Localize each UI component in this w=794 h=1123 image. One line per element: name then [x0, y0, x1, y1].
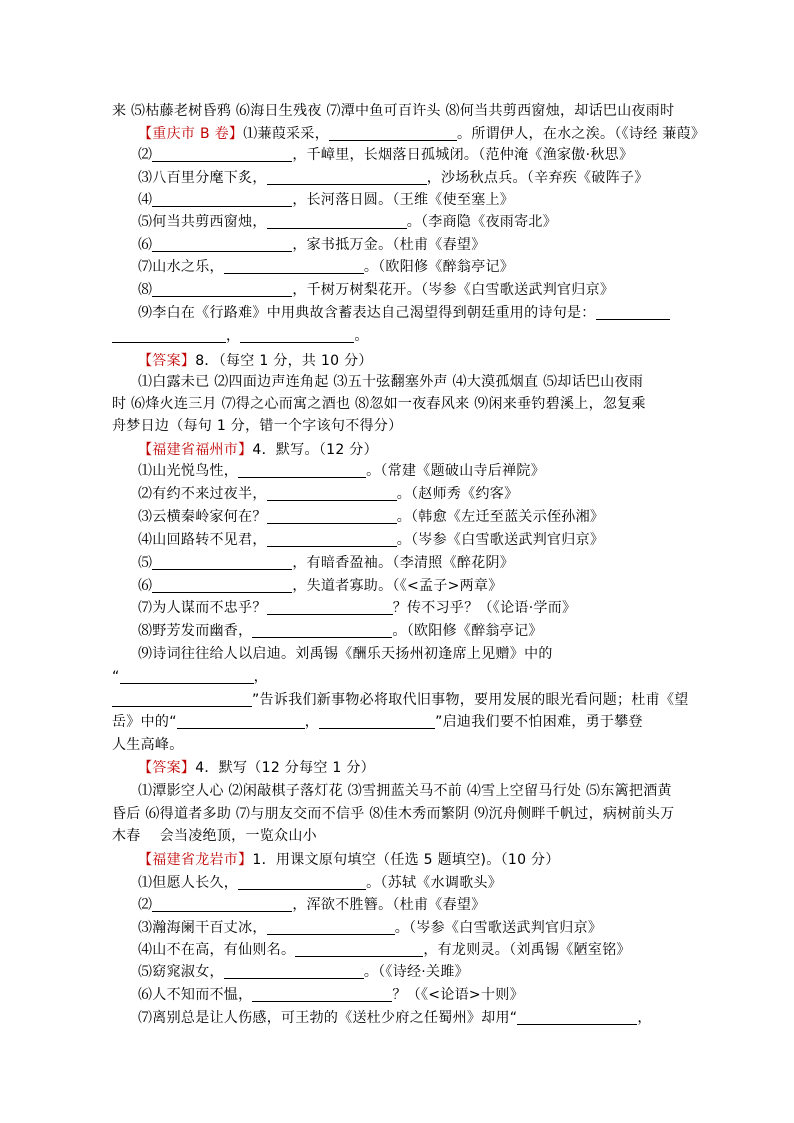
line-text: ，浑欲不胜簪。（杜甫《春望》	[292, 897, 486, 913]
line-text: ⑴白露未已 ⑵四面边声连角起 ⑶五十弦翻塞外声 ⑷大漠孤烟直 ⑸却话巴山夜雨	[138, 374, 644, 390]
text-line	[138, 850, 560, 870]
line-text: ，	[226, 328, 241, 344]
line-text: “	[112, 669, 120, 685]
line-text: 。（岑参《白雪歌送武判官归京》	[396, 532, 605, 548]
line-text: ⑺为人谋而不忠乎？	[138, 600, 267, 616]
text-line	[138, 168, 649, 188]
answer-blank[interactable]	[112, 692, 252, 707]
answer-blank[interactable]	[267, 214, 407, 229]
text-line	[138, 124, 705, 144]
text-line	[112, 326, 369, 346]
section-source-tag: 【答案】	[138, 760, 196, 776]
line-text: ⑵	[138, 147, 153, 163]
text-line	[138, 372, 643, 392]
text-line	[138, 212, 557, 232]
text-line	[138, 576, 503, 596]
line-text: 。（苏轼《水调歌头》	[366, 875, 503, 891]
line-text: 。（赵师秀《约客》	[396, 486, 519, 502]
line-text: ，	[253, 669, 268, 685]
line-text: 1．用课文原句填空（任选 5 题填空)。（10 分）	[252, 852, 560, 868]
text-line	[138, 781, 672, 801]
text-line	[112, 416, 402, 436]
line-text: 。（韩愈《左迁至蓝关示侄孙湘》	[396, 509, 605, 525]
answer-blank[interactable]	[517, 1010, 637, 1025]
line-text: 8．（每空 1 分，共 10 分）	[195, 353, 373, 369]
line-text: ，家书抵万金。（杜甫《春望》	[292, 237, 486, 253]
line-text: 。（李商隐《夜雨寄北》	[406, 214, 558, 230]
answer-blank[interactable]	[177, 714, 305, 729]
answer-blank[interactable]	[319, 714, 435, 729]
answer-blank[interactable]	[152, 282, 292, 297]
text-line	[138, 530, 604, 550]
line-text: ⑼李白在《行路难》中用典故含蓄表达自己渴望得到朝廷重用的诗句是：	[138, 305, 596, 321]
line-text: ⑶八百里分麾下炙，	[138, 170, 267, 186]
line-text: ⑶云横秦岭家何在？	[138, 509, 267, 525]
answer-blank[interactable]	[152, 147, 292, 162]
line-text: ⑸何当共剪西窗烛，	[138, 214, 267, 230]
answer-blank[interactable]	[240, 328, 354, 343]
text-line	[138, 758, 375, 778]
text-line	[138, 440, 378, 460]
line-text: ”启迪我们要不怕困难，勇于攀登	[435, 714, 643, 730]
line-text: ，失道者寡助。（《<孟子>两章》	[292, 578, 503, 594]
line-text: 。（欧阳修《醉翁亭记》	[392, 623, 543, 639]
line-text: ”告诉我们新事物必将取代旧事物，要用发展的眼光看问题；杜甫《望	[252, 692, 689, 708]
line-text: ⑹人不知而不愠，	[138, 987, 253, 1003]
text-line	[112, 735, 184, 755]
line-text: ⑸	[138, 555, 153, 571]
text-line	[112, 101, 674, 121]
line-text: ⑷	[138, 192, 153, 208]
text-line	[138, 895, 486, 915]
text-line	[138, 644, 553, 664]
text-line	[112, 804, 674, 824]
answer-blank[interactable]	[152, 237, 292, 252]
section-source-tag: 【重庆市 B 卷】	[138, 126, 244, 142]
text-line	[138, 280, 614, 300]
line-text: 。（欧阳修《醉翁亭记》	[363, 259, 515, 275]
text-line	[112, 712, 643, 732]
line-text: ⑶瀚海阑干百丈冰，	[138, 920, 267, 936]
line-text: ，有暗香盈袖。（李清照《醉花阴》	[292, 555, 515, 571]
text-line	[138, 351, 373, 371]
text-line	[138, 461, 545, 481]
answer-blank[interactable]	[224, 259, 364, 274]
text-line	[138, 918, 602, 938]
line-text: 来 ⑸枯藤老树昏鸦 ⑹海日生残夜 ⑺潭中鱼可百许头 ⑻何当共剪西窗烛，却话巴山夜雨时	[112, 103, 675, 119]
line-text: ⑵有约不来过夜半，	[138, 486, 267, 502]
line-text: ⑹	[138, 578, 153, 594]
line-text: 昏后 ⑹得道者多助 ⑺与朋友交而不信乎 ⑻佳木秀而繁阴 ⑼沉舟侧畔千帆过，病树前头万	[112, 806, 675, 822]
line-text: 舟梦日边（每句 1 分，错一个字该句不得分）	[112, 418, 403, 434]
section-source-tag: 【福建省龙岩市】	[138, 852, 253, 868]
answer-blank[interactable]	[267, 509, 397, 524]
text-line	[138, 940, 631, 960]
line-text: ⑻	[138, 282, 153, 298]
line-text: ⑺离别总是让人伤感，可王勃的《送杜少府之任蜀州》却用“	[138, 1010, 518, 1026]
line-text: 。（岑参《白雪歌送武判官归京》	[394, 920, 603, 936]
answer-blank[interactable]	[267, 170, 427, 185]
answer-blank[interactable]	[252, 623, 392, 638]
line-text: 。（常建《题破山寺后禅院》	[366, 463, 546, 479]
answer-blank[interactable]	[152, 578, 292, 593]
line-text: ⑺山水之乐，	[138, 259, 224, 275]
answer-blank[interactable]	[252, 987, 392, 1002]
text-line	[138, 962, 469, 982]
line-text: 。（《诗经·关雎》	[363, 964, 469, 980]
line-text: 木春 会当凌绝顶，一览众山小	[112, 828, 317, 844]
text-line	[138, 257, 514, 277]
answer-blank[interactable]	[267, 600, 393, 615]
line-text: ，有龙则灵。（刘禹锡《陋室铭》	[423, 942, 631, 958]
line-text: 时 ⑹烽火连三月 ⑺得之心而寓之酒也 ⑻忽如一夜春风来 ⑼闲来垂钓碧溪上，忽复乘	[112, 396, 646, 412]
line-text: ⑴但愿人长久，	[138, 875, 239, 891]
text-line	[138, 190, 514, 210]
text-line	[112, 667, 268, 687]
text-line	[138, 507, 604, 527]
section-source-tag: 【答案】	[138, 353, 196, 369]
text-line	[112, 394, 646, 414]
answer-blank[interactable]	[267, 486, 397, 501]
text-line	[112, 826, 317, 846]
line-text: ，	[304, 714, 320, 730]
answer-blank[interactable]	[596, 305, 670, 320]
line-text: 4．默写。（12 分）	[252, 442, 378, 458]
text-line	[138, 873, 502, 893]
line-text: ？传不习乎？（《论语·学而》	[392, 600, 577, 616]
text-line	[138, 484, 518, 504]
text-line	[138, 303, 670, 323]
line-text: ⑸窈窕淑女，	[138, 964, 224, 980]
line-text: ⑴山光悦鸟性，	[138, 463, 239, 479]
line-text: ，长河落日圆。（王维《使至塞上》	[292, 192, 515, 208]
line-text: ⑷山回路转不见君，	[138, 532, 267, 548]
line-text: ，千嶂里，长烟落日孤城闭。（范仲淹《渔家傲·秋思》	[292, 147, 634, 163]
line-text: ⑼诗词往往给人以启迪。刘禹锡《酬乐天扬州初逢席上见赠》中的	[138, 646, 553, 662]
line-text: ⑵	[138, 897, 153, 913]
answer-blank[interactable]	[152, 897, 292, 912]
text-line	[138, 621, 543, 641]
line-text: 。	[354, 328, 369, 344]
text-line	[138, 985, 524, 1005]
line-text: ⑻野芳发而幽香，	[138, 623, 253, 639]
answer-blank[interactable]	[224, 964, 364, 979]
line-text: 人生高峰。	[112, 737, 184, 753]
answer-blank[interactable]	[329, 126, 457, 141]
text-line	[138, 1008, 652, 1028]
answer-blank[interactable]	[152, 555, 292, 570]
text-line	[138, 235, 486, 255]
line-text: ？（《<论语>十则》	[392, 987, 524, 1003]
line-text: ⑹	[138, 237, 153, 253]
line-text: 4．默写（12 分每空 1 分）	[195, 760, 375, 776]
answer-blank[interactable]	[267, 920, 395, 935]
answer-blank[interactable]	[152, 192, 292, 207]
line-text: 。所谓伊人，在水之涘。（《诗经 蒹葭》	[457, 126, 706, 142]
line-text: ，	[637, 1010, 652, 1026]
answer-blank[interactable]	[238, 875, 366, 890]
text-line	[138, 553, 514, 573]
text-line	[112, 690, 689, 710]
section-source-tag: 【福建省福州市】	[138, 442, 253, 458]
line-text: ⑴蒹葭采采，	[243, 126, 330, 142]
answer-blank[interactable]	[238, 463, 366, 478]
line-text: 岳》中的“	[112, 714, 177, 730]
line-text: ，千树万树梨花开。（岑参《白雪歌送武判官归京》	[292, 282, 615, 298]
answer-blank[interactable]	[267, 532, 397, 547]
line-text: ⑴潭影空人心 ⑵闲敲棋子落灯花 ⑶雪拥蓝关马不前 ⑷雪上空留马行处 ⑸东篱把酒黄	[138, 783, 672, 799]
line-text: ，沙场秋点兵。（辛弃疾《破阵子》	[426, 170, 649, 186]
text-line	[138, 145, 633, 165]
answer-blank[interactable]	[112, 328, 226, 343]
line-text: ⑷山不在高，有仙则名。	[138, 942, 296, 958]
text-line	[138, 598, 576, 618]
answer-blank[interactable]	[120, 669, 254, 684]
answer-blank[interactable]	[295, 942, 423, 957]
